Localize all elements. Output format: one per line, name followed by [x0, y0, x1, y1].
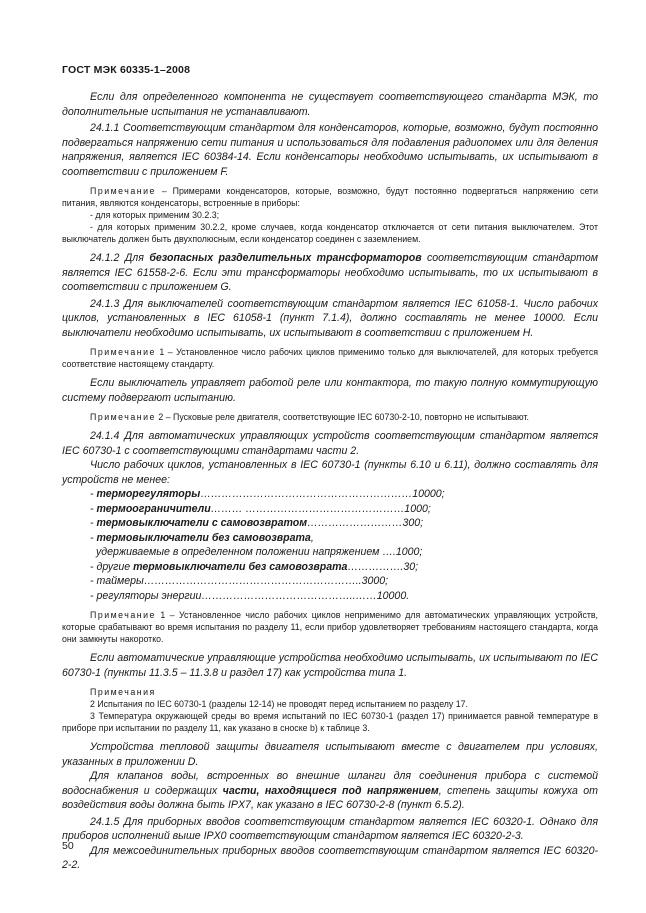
note-label: Примечание [90, 186, 156, 196]
cycles-item [62, 487, 598, 502]
item-value: ……… ………………………………………1000; [210, 502, 431, 515]
item-term: термовыключатели без самовозврата [133, 560, 348, 573]
item-term: термовыключатели без самовозврата [96, 531, 311, 544]
paragraph [62, 769, 598, 813]
item-value: удерживаемые в определенном положении напряжением ….1000; [96, 546, 423, 558]
note-item: 2 Испытания по IEC 60730-1 (разделы 12-14) не проводят перед испытанием по разделу 17. [90, 699, 468, 709]
item-term: терморегуляторы [96, 488, 201, 500]
note-capacitors [62, 185, 598, 209]
item-value: ………………………300; [307, 517, 424, 529]
note-switches [62, 346, 598, 370]
item-prefix: - другие [90, 560, 134, 573]
paragraph: Если выключатель управляет работой реле или контактора, то такую полную коммутирующую систему подвергают испытанию. [62, 377, 598, 404]
cycles-item [62, 574, 598, 589]
cycles-item [62, 589, 598, 604]
cycles-item [62, 531, 598, 546]
note-label: Примечания [90, 687, 156, 697]
note-label: Примечание [90, 347, 156, 357]
cycles-item [62, 516, 598, 531]
paragraph: Если для определенного компонента не существует соответствующего стандарта МЭК, то дополнительные испытания не устанавливают. [62, 91, 598, 118]
note-list-item: - для которых применим 30.2.2, кроме случаев, когда конденсатор отключается от сети питания выключателем. Этот выключатель должен быть двухполюсным, если конденсатор соединен с заземлением. [62, 222, 598, 244]
item-prefix: - [90, 575, 97, 587]
document-header: ГОСТ МЭК 60335-1–2008 [62, 64, 191, 76]
note-item: 3 Температура окружающей среды во время испытаний по IEC 60730-1 (раздел 17) принимается равной температуре в приборе при испытании по разделу 11, как указано в сноске b) к таблице 3. [62, 711, 598, 733]
document-body [62, 90, 598, 873]
note-text: 1 – Установленное число рабочих циклов применимо только для выключателей, для которых требуется соответствие настоящему стандарту. [62, 347, 598, 369]
item-value: …………….30; [347, 560, 419, 573]
note-controls [62, 609, 598, 645]
note-text: 2 – Пусковые реле двигателя, соответствующие IEC 60730-2-10, повторно не испытывают. [155, 412, 529, 422]
note-label: Примечание [90, 610, 156, 620]
item-term: термовыключатели с самовозвратом [96, 517, 308, 529]
cycles-item [62, 545, 598, 560]
clause-24-1-5: 24.1.5 Для приборных вводов соответствующим стандартом является IEC 60320-1. Однако для приборов исполнений выше IPX0 соответствующим стандартом является IEC 60320-2-3. [62, 815, 598, 842]
item-prefix: - [90, 531, 97, 544]
item-prefix: - [90, 517, 97, 529]
text-run: 24.1.2 Для [90, 252, 150, 264]
item-value: ……………………………………………………10000; [200, 488, 445, 500]
note-relays [62, 411, 598, 423]
item-prefix: - [90, 488, 97, 500]
cycles-list [62, 487, 598, 603]
item-value: таймеры……………………………………………………..3000; [96, 575, 389, 587]
paragraph: Устройства тепловой защиты двигателя испытывают вместе с двигателем при условиях, указанных в приложении D. [62, 741, 598, 768]
paragraph: Если автоматические управляющие устройства необходимо испытывать, их испытывают по IEC 60730-1 (пункты 11.3.5 – 11.3.8 и раздел 17) как устройства типа 1. [62, 652, 598, 679]
notes-heading [62, 686, 598, 698]
note-label: Примечание [90, 412, 156, 422]
defined-term: безопасных разделительных трансформаторов [149, 252, 422, 264]
item-value: , [310, 531, 314, 544]
note-list-item: - для которых применим 30.2.3; [90, 210, 220, 220]
item-prefix: - [90, 502, 97, 515]
cycles-item [62, 560, 598, 575]
text-run: Для клапанов воды, встроенных во внешние шланги для соединения прибора с системой водоснабжения и содержащих [62, 770, 598, 797]
item-prefix: - [90, 589, 97, 602]
clause-24-1-4: 24.1.4 Для автоматических управляющих устройств соответствующим стандартом является IEC 60730-1 с соответствующими стандартами части 2. [62, 430, 598, 457]
cycles-item [62, 502, 598, 517]
note-text: 1 – Установленное число рабочих циклов неприменимо для автоматических управляющих устройств, которые срабатывают во время испытания по разделу 11, если прибор удовлетворяет требованиям настоящего стандарта, когда они замкнуты накоротко. [62, 610, 598, 644]
page-number: 50 [62, 840, 74, 852]
item-value: регуляторы энергии……………………………………..……10000. [96, 589, 410, 602]
defined-term: части, находящиеся под напряжением [222, 784, 439, 797]
paragraph: Для межсоединительных приборных вводов соответствующим стандартом является IEC 60320-2-2. [62, 844, 598, 871]
item-term: термоограничители [96, 502, 211, 515]
clause-24-1-1: 24.1.1 Соответствующим стандартом для конденсаторов, которые, возможно, будут постоянно подвергаться напряжению сети питания и использоваться для подавления радиопомех или для деления напряжения, является IEC 60384-14. Если конденсаторы необходимо испытывать, их испытывают в соответствии с приложением F. [62, 122, 598, 178]
note-text: – Примерами конденсаторов, которые, возможно, будут постоянно подвергаться напряжению сети питания, являются конденсаторы, встроенные в приборы: [62, 186, 598, 208]
paragraph: Число рабочих циклов, установленных в IEC 60730-1 (пункты 6.10 и 6.11), должно составлять для устройств не менее: [62, 459, 598, 486]
clause-24-1-2 [62, 251, 598, 295]
text-run: соответствующим стандартом является IEC 61558-2-6. Если эти трансформаторы необходимо испытывать, то их испытывают в соответствии с приложением G. [62, 252, 599, 293]
clause-24-1-3: 24.1.3 Для выключателей соответствующим стандартом является IEC 61058-1. Число рабочих циклов, установленных в IEC 61058-1 (пункт 7.1.4), должно составлять не менее 10000. Если выключатели необходимо испытывать, их испытывают в соответствии с приложением H. [62, 297, 598, 339]
text-run: , степень защиты кожуха от воздействия воды должна быть IPX7, как указано в IEC 60730-2-8 (пункт 6.5.2). [62, 784, 598, 811]
